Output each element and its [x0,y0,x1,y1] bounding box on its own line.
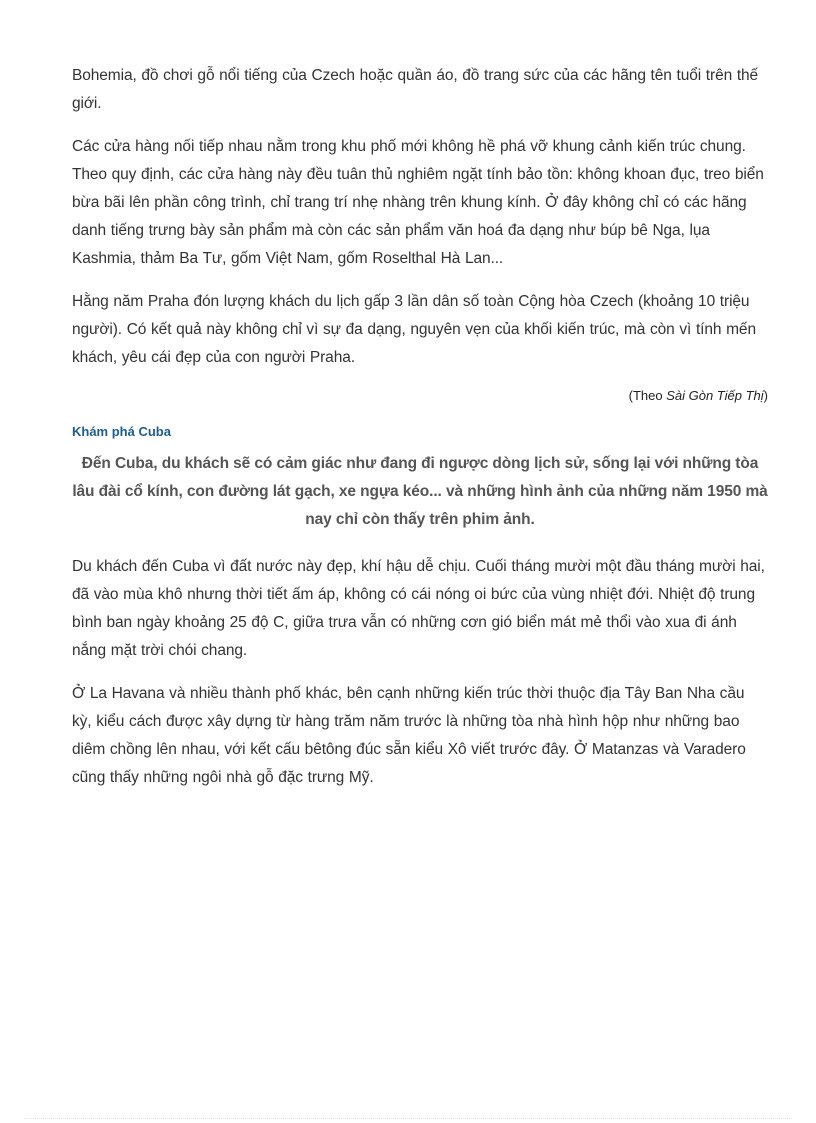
footer-divider [24,1118,792,1119]
paragraph-bohemia: Bohemia, đồ chơi gỗ nổi tiếng của Czech hoặc quần áo, đồ trang sức của các hãng tên tuổi trên thế giới. [72,67,759,112]
paragraph-cuba-architecture: Ở La Havana và nhiều thành phố khác, bên cạnh những kiến trúc thời thuộc địa Tây Ban Nha cầu kỳ, kiểu cách được xây dựng từ hàng trăm năm trước là những tòa nhà hình hộp như những bao diêm chồng lên nhau, với kết cấu bêtông đúc sẵn kiểu Xô viết trước đây. Ở Matanzas và Varadero cũng thấy những ngôi nhà gỗ đặc trưng Mỹ. [72,685,746,786]
paragraph-cuba-climate: Du khách đến Cuba vì đất nước này đẹp, khí hậu dễ chịu. Cuối tháng mười một đầu tháng mười hai, đã vào mùa khô nhưng thời tiết ấm áp, không có cái nóng oi bức của vùng nhiệt đới. Nhiệt độ trung bình ban ngày khoảng 25 độ C, giữa trưa vẫn có những cơn gió biển mát mẻ thổi vào xua đi ánh nắng mặt trời chói chang. [72,558,765,659]
source-name: Sài Gòn Tiếp Thị [666,388,764,403]
source-credit [72,388,768,403]
paragraph-shops: Các cửa hàng nối tiếp nhau nằm trong khu phố mới không hề phá vỡ khung cảnh kiến trúc chung. Theo quy định, các cửa hàng này đều tuân thủ nghiêm ngặt tính bảo tồn: không khoan đục, treo biển bừa bãi lên phần công trình, chỉ trang trí nhẹ nhàng trên khung kính. Ở đây không chỉ có các hãng danh tiếng trưng bày sản phẩm mà còn các sản phẩm văn hoá đa dạng như búp bê Nga, lụa Kashmia, thảm Ba Tư, gốm Việt Nam, gốm Roselthal Hà Lan... [72,138,764,267]
source-open: (Theo [628,388,667,403]
source-close: ) [763,388,768,403]
article-body [72,62,768,807]
section-lede: Đến Cuba, du khách sẽ có cảm giác như đang đi ngược dòng lịch sử, sống lại với những tòa lâu đài cổ kính, con đường lát gạch, xe ngựa kéo... và những hình ảnh của những năm 1950 mà nay chỉ còn thấy trên phim ảnh. [72,455,768,528]
paragraph-praha-tourism: Hằng năm Praha đón lượng khách du lịch gấp 3 lần dân số toàn Cộng hòa Czech (khoảng 10 triệu người). Có kết quả này không chỉ vì sự đa dạng, nguyên vẹn của khối kiến trúc, mà còn vì tính mến khách, yêu cái đẹp của con người Praha. [72,293,756,366]
section-heading: Khám phá Cuba [72,424,171,439]
